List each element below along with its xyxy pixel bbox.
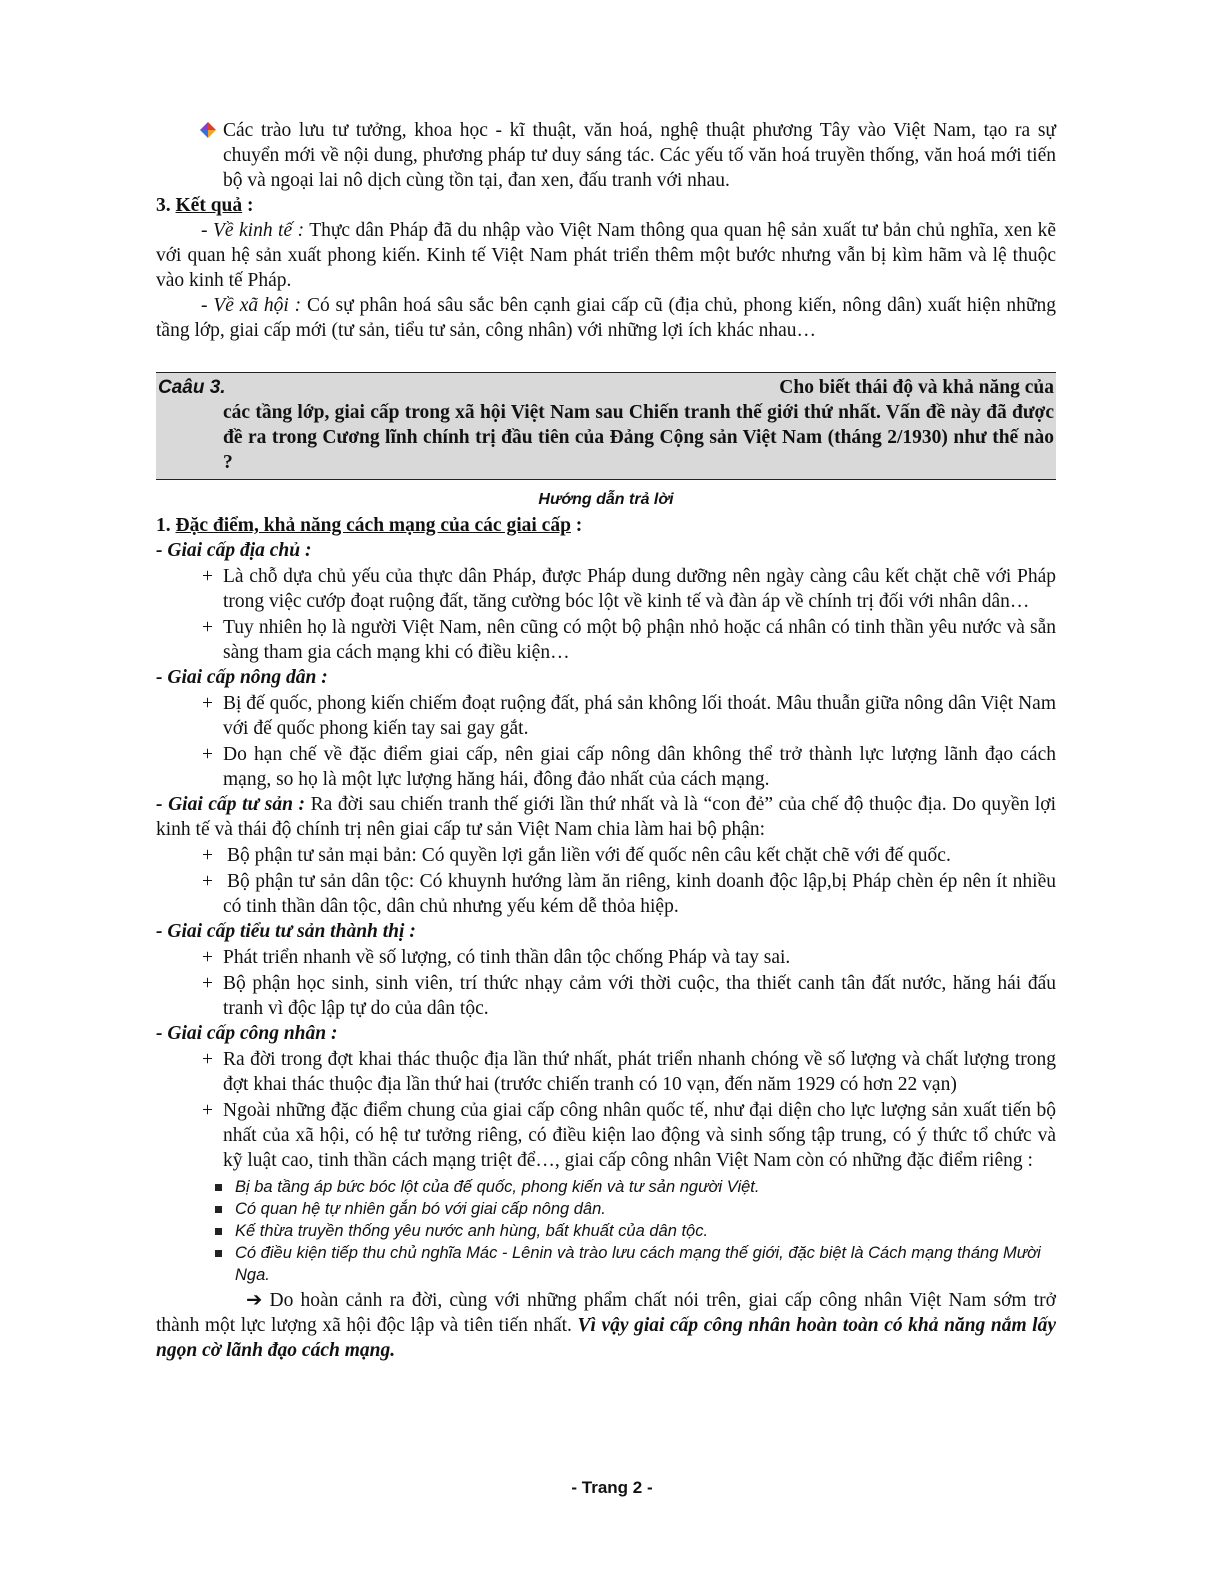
intro-bullet-text: Các trào lưu tư tưởng, khoa học - kĩ thuật, văn hoá, nghệ thuật phương Tây vào Việt Nam, tạo ra sự chuyển mới về nội dung, phương pháp tư duy sáng tác. Các yếu tố văn hoá truyền thống, văn hoá mới tiến bộ và ngoại lai nô dịch cùng tồn tại, đan xen, đấu tranh với nhau. [223, 120, 1056, 191]
question-header [156, 375, 1056, 400]
bourgeois-item: + Bộ phận tư sản mại bản: Có quyền lợi gắn liền với đế quốc nên câu kết chặt chẽ với đế quốc. [202, 845, 951, 866]
bourgeois-label: - Giai cấp tư sản : [156, 794, 306, 815]
conclusion-paragraph: ➔ Do hoàn cảnh ra đời, cùng với những phẩm chất nói trên, giai cấp công nhân Việt Nam sớm trở thành một lực lượng xã hội độc lập và tiên tiến nhất. Vì vậy giai cấp công nhân hoàn toàn có khả năng nắm lấy ngọn cờ lãnh đạo cách mạng. [156, 1290, 1056, 1361]
plus-bullet-icon: + [202, 1100, 213, 1121]
worker-special-item: Có điều kiện tiếp thu chủ nghĩa Mác - Lênin và trào lưu cách mạng thế giới, đặc biệt là Cách mạng tháng Mười Nga. [156, 1242, 1056, 1286]
square-bullet-icon [215, 1250, 222, 1257]
square-bullet-icon [215, 1228, 222, 1235]
bourgeois-item: + Bộ phận tư sản dân tộc: Có khuynh hướng làm ăn riêng, kinh doanh độc lập,bị Pháp chèn ép nên ít nhiều có tinh thần dân tộc, dân chủ nhưng yếu kém dễ thỏa hiệp. [202, 871, 1056, 917]
worker-item: + Ra đời trong đợt khai thác thuộc địa lần thứ nhất, phát triển nhanh chóng về số lượng và chất lượng trong đợt khai thác thuộc địa lần thứ hai (trước chiến tranh có 10 vạn, đến năm 1929 có hơn 22 vạn) [202, 1049, 1056, 1095]
worker-special-list [156, 1176, 1056, 1286]
landlord-item: + Là chỗ dựa chủ yếu của thực dân Pháp, được Pháp dung dưỡng nên ngày càng câu kết chặt chẽ với Pháp trong việc cướp đoạt ruộng đất, tăng cường bóc lột về kinh tế và đàn áp về chính trị đối với nhân dân… [202, 566, 1056, 612]
plus-bullet-icon: + [202, 744, 213, 765]
answer-guide-heading: Hướng dẫn trả lời [538, 491, 674, 508]
petty-bourgeois-item: + Bộ phận học sinh, sinh viên, trí thức nhạy cảm với thời cuộc, tha thiết canh tân đất nước, hăng hái đấu tranh vì độc lập tự do của dân tộc. [202, 973, 1056, 1019]
question-box [156, 372, 1056, 480]
economy-label: - Về kinh tế : [201, 220, 305, 241]
plus-bullet-icon: + [202, 973, 213, 994]
square-bullet-icon [215, 1206, 222, 1213]
worker-item: + Ngoài những đặc điểm chung của giai cấp công nhân quốc tế, như đại diện cho lực lượng sản xuất tiến bộ nhất của xã hội, có hệ tư tưởng riêng, có điều kiện lao động và sinh sống tập trung, có ý thức tổ chức và kỹ luật cao, tinh thần cách mạng triệt để…, giai cấp công nhân Việt Nam còn có những đặc điểm riêng : [202, 1100, 1056, 1171]
document-page [156, 118, 1056, 1363]
plus-bullet-icon: + [202, 617, 213, 638]
worker-special-item: Bị ba tầng áp bức bóc lột của đế quốc, phong kiến và tư sản người Việt. [156, 1176, 1056, 1198]
result-society-paragraph: - Về xã hội : Có sự phân hoá sâu sắc bên cạnh giai cấp cũ (địa chủ, phong kiến, nông dân) xuất hiện những tầng lớp, giai cấp mới (tư sản, tiểu tư sản, công nhân) với những lợi ích khác nhau… [156, 295, 1056, 341]
plus-bullet-icon: + [202, 693, 213, 714]
peasant-item: + Do hạn chế về đặc điểm giai cấp, nên giai cấp nông dân không thể trở thành lực lượng lãnh đạo cách mạng, so họ là một lực lượng hăng hái, đông đảo nhất của cách mạng. [202, 744, 1056, 790]
society-label: - Về xã hội : [201, 295, 302, 316]
arrow-right-icon: ➔ [246, 1290, 263, 1311]
landlord-item: + Tuy nhiên họ là người Việt Nam, nên cũng có một bộ phận nhỏ hoặc cá nhân có tinh thần yêu nước và sẵn sàng tham gia cách mạng khi có điều kiện… [202, 617, 1056, 663]
peasant-label: - Giai cấp nông dân : [156, 667, 328, 688]
plus-bullet-icon: + [202, 1049, 213, 1070]
intro-bullet-item [156, 118, 1056, 193]
question-label: Caâu 3. [158, 377, 226, 398]
question-title-rest: các tầng lớp, giai cấp trong xã hội Việt Nam sau Chiến tranh thế giới thứ nhất. Vấn đề này đã được đề ra trong Cương lĩnh chính trị đầu tiên của Đảng Cộng sản Việt Nam (tháng 2/1930) như thế nào ? [223, 402, 1054, 473]
square-bullet-icon [215, 1184, 222, 1191]
petty-bourgeois-label: - Giai cấp tiểu tư sản thành thị : [156, 921, 416, 942]
plus-bullet-icon: + [202, 845, 213, 866]
result-economy-paragraph: - Về kinh tế : Thực dân Pháp đã du nhập vào Việt Nam thông qua quan hệ sản xuất tư bản chủ nghĩa, xen kẽ với quan hệ sản xuất phong kiến. Kinh tế Việt Nam phát triển thêm một bước nhưng vẫn bị kìm hãm và lệ thuộc vào kinh tế Pháp. [156, 220, 1056, 291]
worker-special-item: Có quan hệ tự nhiên gắn bó với giai cấp nông dân. [156, 1198, 1056, 1220]
section1-heading: 1. Đặc điểm, khả năng cách mạng của các giai cấp : [156, 515, 583, 536]
question-title-first: Cho biết thái độ và khả năng của [779, 377, 1054, 398]
petty-bourgeois-item: + Phát triển nhanh về số lượng, có tinh thần dân tộc chống Pháp và tay sai. [202, 947, 791, 968]
result-heading: 3. Kết quả : [156, 195, 254, 216]
worker-label: - Giai cấp công nhân : [156, 1023, 338, 1044]
peasant-item: + Bị đế quốc, phong kiến chiếm đoạt ruộng đất, phá sản không lối thoát. Mâu thuẫn giữa nông dân Việt Nam với đế quốc phong kiến tay sai gay gắt. [202, 693, 1056, 739]
plus-bullet-icon: + [202, 947, 213, 968]
colored-diamond-bullet-icon [200, 122, 216, 138]
landlord-label: - Giai cấp địa chủ : [156, 540, 312, 561]
worker-special-item: Kế thừa truyền thống yêu nước anh hùng, bất khuất của dân tộc. [156, 1220, 1056, 1242]
plus-bullet-icon: + [202, 871, 213, 892]
conclusion-emphasis: Vì vậy giai cấp công nhân hoàn toàn có khả năng nắm lấy ngọn cờ lãnh đạo cách mạng. [156, 1315, 1056, 1361]
plus-bullet-icon: + [202, 566, 213, 587]
page-number-footer: - Trang 2 - [571, 1478, 653, 1497]
bourgeois-paragraph: - Giai cấp tư sản : Ra đời sau chiến tranh thế giới lần thứ nhất và là “con đẻ” của chế độ thuộc địa. Do quyền lợi kinh tế và thái độ chính trị nên giai cấp tư sản Việt Nam chia làm hai bộ phận: [156, 794, 1056, 840]
